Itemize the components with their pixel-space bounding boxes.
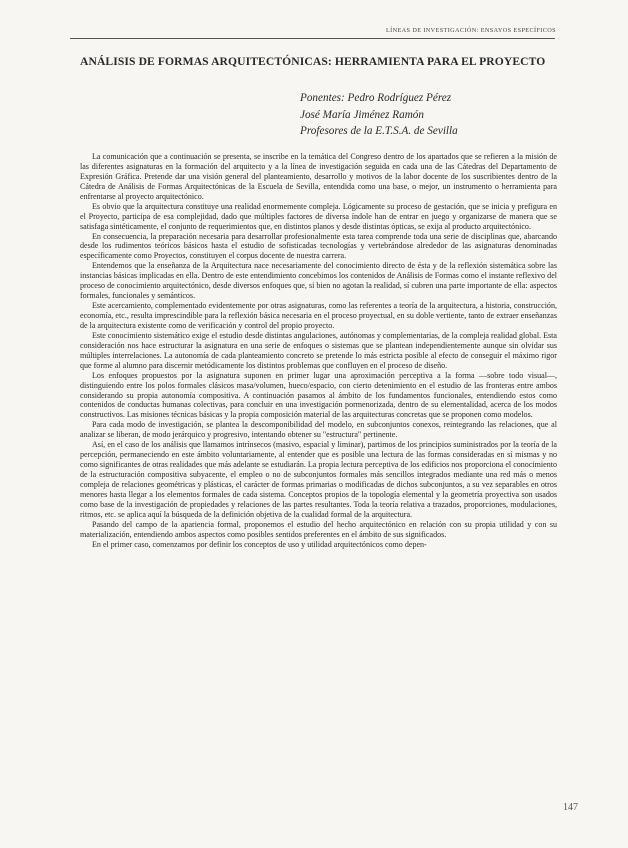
author-line-1: Ponentes: Pedro Rodríguez Pérez xyxy=(300,92,452,104)
running-head: LÍNEAS DE INVESTIGACIÓN: ENSAYOS ESPECÍFICOS xyxy=(385,27,556,34)
page-number: 147 xyxy=(563,802,578,813)
paragraph-8: Para cada modo de investigación, se plantea la descomponibilidad del modelo, en subconjuntos conexos, reintegrando las relaciones, que al analizar se liberan, de modo jerárquico y progresivo, intentando obtener su "estructura" pertinente. xyxy=(80,420,557,440)
paragraph-7: Los enfoques propuestos por la asignatura suponen en primer lugar una aproximación perceptiva a la forma —sobre todo visual—, distinguiendo entre los polos formales clásicos masa/volumen, hueco/espacio, con cierto detenimiento en el estudio de las fronteras entre ambos considerando su propia autonomía compositiva. A continuación pasamos al ámbito de los fundamentos funcionales, entendiendo estos como contenidos de conductas humanas colectivas, para concluir en una investigación pormenorizada, dentro de su elementalidad, acerca de los modos constructivos. Las misiones técnicas básicas y la propia composición material de las arquitecturas concretas que se proponen como modelos. xyxy=(80,370,557,420)
author-line-3: Profesores de la E.T.S.A. de Sevilla xyxy=(300,125,458,137)
paragraph-5: Este acercamiento, complementado evidentemente por otras asignaturas, como las referentes a teoría de la arquitectura, a historia, construcción, economía, etc., resulta imprescindible para la reflexión básica necesaria en el proceso proyectual, en su doble vertiente, tanto de extraer enseñanzas de la arquitectura existente como de verificación y control del propio proyecto. xyxy=(80,301,557,330)
author-line-2: José María Jiménez Ramón xyxy=(300,108,424,121)
paragraph-6: Este conocimiento sistemático exige el estudio desde distintas angulaciones, autónomas y complementarias, de la compleja realidad global. Esta consideración nos hace estructurar la asignatura en una serie de enfoques o sistemas que se plantean independientemente aunque sin olvidar sus múltiples interrelaciones. La autonomía de cada planteamiento concreto se pretende lo más estricta posible al efecto de conseguir el máximo rigor que forme al alumno para discernir metódicamente los distintos problemas que confluyen en el proceso de diseño. xyxy=(80,330,557,370)
body-text xyxy=(80,152,557,550)
paragraph-11: En el primer caso, comenzamos por definir los conceptos de uso y utilidad arquitectónicos como depen- xyxy=(92,539,427,549)
paragraph-4: Entendemos que la enseñanza de la Arquitectura nace necesariamente del conocimiento directo de ésta y de la reflexión sistemática sobre las instancias básicas implicadas en ella. Dentro de este entendimiento concebimos los contenidos de Análisis de Formas como el instante reflexivo del proceso de conocimiento arquitectónico, desde diversos enfoques que, si bien no agotan la realidad, sí cubren una parte importante de ella: aspectos formales, funcionales y semánticos. xyxy=(80,261,557,301)
paper-title: ANÁLISIS DE FORMAS ARQUITECTÓNICAS: HERRAMIENTA PARA EL PROYECTO xyxy=(80,55,546,68)
header-rule xyxy=(70,38,555,39)
paragraph-10: Pasando del campo de la apariencia formal, proponemos el estudio del hecho arquitectónico en relación con su propia utilidad y con su materialización, entendiendo ambos aspectos como posibles sentidos preferentes en el ámbito de sus significados. xyxy=(80,519,557,539)
paragraph-2: Es obvio que la arquitectura constituye una realidad enormemente compleja. Lógicamente su proceso de gestación, que se inicia y prefigura en el Proyecto, participa de esa complejidad, dado que múltiples factores de diversa índole han de entrar en juego y organizarse de manera que se satisfaga sintéticamente, el conjunto de requerimientos que, en distintos planos y desde distintas ópticas, se exija al producto arquitectónico. xyxy=(80,201,557,231)
paragraph-3: En consecuencia, la preparación necesaria para desarrollar profesionalmente esta tarea comprende toda una serie de disciplinas que, abarcando desde los rudimentos teóricos básicos hasta el estudio de sofisticadas tecnologías y vertebrándose alrededor de las asignaturas denominadas específicamente como Proyectos, constituyen el corpus docente de nuestra carrera. xyxy=(80,231,557,261)
paragraph-1: La comunicación que a continuación se presenta, se inscribe en la temática del Congreso dentro de los apartados que se refieren a la misión de las diferentes asignaturas en la formación del arquitecto y a la línea de investigación seguida en cada una de las Cátedras del Departamento de Expresión Gráfica. Pretende dar una visión general del planteamiento, desarrollo y motivos de la labor docente de los suscribientes dentro de la Cátedra de Análisis de Formas Arquitectónicas de la Escuela de Sevilla, entendida como una base, o mejor, un instrumento o herramienta para enfrentarse al proyecto arquitectónico. xyxy=(80,152,557,201)
paragraph-9: Así, en el caso de los análisis que llamamos intrínsecos (masivo, espacial y liminar), partimos de los principios suministrados por la teoría de la percepción, permaneciendo en este ámbito voluntariamente, al entender que es posible una lectura de las formas consideradas en sí mismas y no como significantes de otras realidades que más adelante se estudiarán. La propia lectura perceptiva de los edificios nos proporciona el conocimiento de la estructuración compositiva subyacente, el empleo o no de subconjuntos formales más sencillos integrados mediante una red más o menos compleja de relaciones geométricas y plásticas, el carácter de formas primarias o modificadas de dichos subconjuntos, a su vez separables en otros menores hasta llegar a los elementos formales de cada sistema. Conceptos propios de la topología elemental y la geometría proyectiva son usados como base de la investigación de propiedades y relaciones de las partes resultantes. Toda la teoría relativa a trazados, proporciones, modulaciones, ritmos, etc. se aplica aquí la búsqueda de la definición objetiva de la cualidad formal de la arquitectura. xyxy=(80,440,557,519)
authors-block xyxy=(300,90,560,140)
